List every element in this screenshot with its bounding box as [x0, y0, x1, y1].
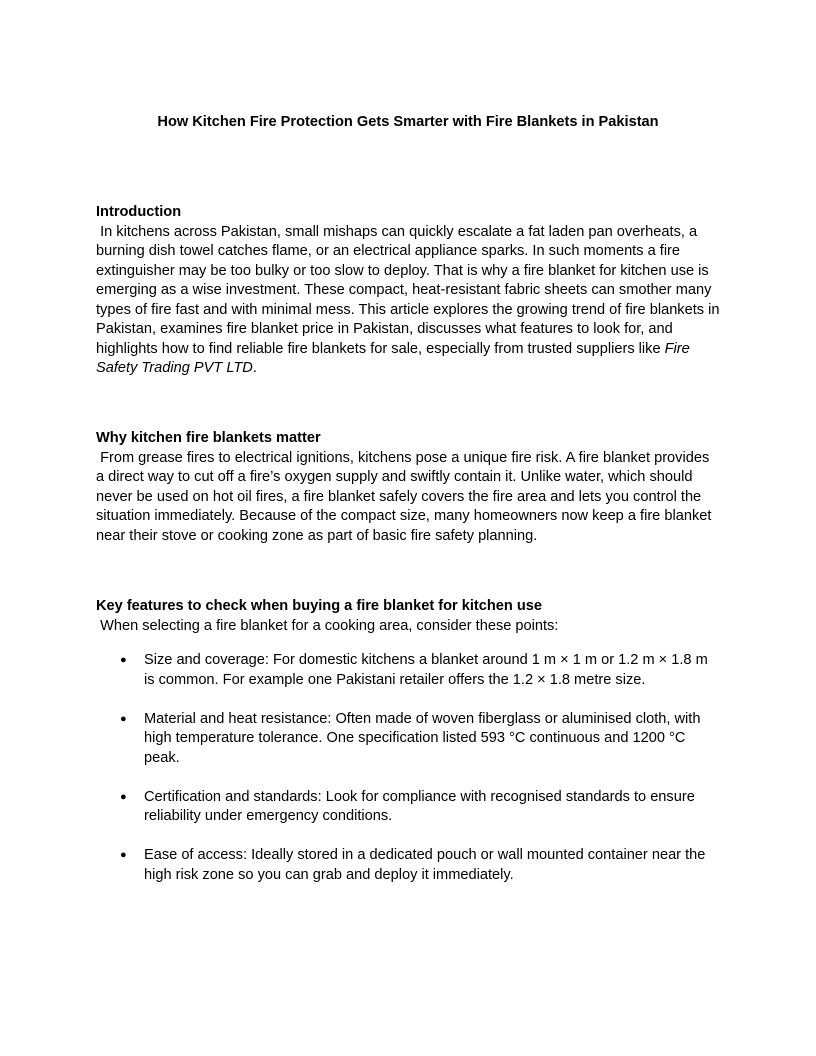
features-intro: When selecting a fire blanket for a cooking area, consider these points: — [96, 617, 559, 634]
why-heading: Why kitchen fire blankets matter — [96, 430, 321, 446]
introduction-text: In kitchens across Pakistan, small mishaps can quickly escalate a fat laden pan overheats, a burning dish towel catches flame, or an electrical appliance sparks. In such moments a fire extinguisher may be too bulky or too slow to deploy. That is why a fire blanket for kitchen use is emerging as a wise investment. These compact, heat-resistant fabric sheets can smother many types of fire fast and with minimal mess. This article explores the growing trend of fire blankets in Pakistan, examines fire blanket price in Pakistan, discusses what features to look for, and highlights how to find reliable fire blankets for sale, especially from trusted suppliers like — [96, 223, 724, 357]
bullet-icon: ● — [120, 849, 127, 861]
features-heading: Key features to check when buying a fire blanket for kitchen use — [96, 598, 543, 614]
list-item — [96, 710, 720, 769]
bullet-icon: ● — [120, 790, 127, 803]
list-item — [96, 651, 720, 690]
document-title: How Kitchen Fire Protection Gets Smarter with Fire Blankets in Pakistan — [157, 114, 659, 130]
introduction-section — [96, 203, 724, 379]
introduction-paragraph — [96, 223, 724, 379]
list-item — [96, 788, 720, 827]
list-item-text: Size and coverage: For domestic kitchens a blanket around 1 m × 1 m or 1.2 m × 1.8 m is common. For example one Pakistani retailer offers the 1.2 × 1.8 metre size. — [144, 652, 708, 688]
supplier-name: Fire Safety Trading PVT LTD — [96, 340, 694, 376]
list-item-text: Certification and standards: Look for compliance with recognised standards to ensure reliability under emergency conditions. — [144, 788, 695, 824]
why-paragraph: From grease fires to electrical ignitions, kitchens pose a unique fire risk. A fire blanket provides a direct way to cut off a fire’s oxygen supply and swiftly contain it. Unlike water, which should never be used on hot oil fires, a fire blanket safely covers the fire area and lets you control the situation immediately. Because of the compact size, many homeowners now keep a fire blanket near their stove or cooking zone as part of basic fire safety planning. — [96, 449, 716, 544]
list-item-text: Material and heat resistance: Often made of woven fiberglass or aluminised cloth, with high temperature tolerance. One specification listed 593 °C continuous and 1200 °C peak. — [144, 710, 701, 766]
introduction-heading: Introduction — [96, 204, 182, 220]
introduction-text-end: . — [252, 360, 257, 376]
bullet-icon: ● — [120, 654, 127, 666]
bullet-icon: ● — [120, 712, 127, 725]
list-item — [96, 846, 720, 885]
why-section — [96, 429, 720, 546]
features-section — [96, 597, 720, 636]
feature-list — [96, 651, 720, 905]
list-item-text: Ease of access: Ideally stored in a dedicated pouch or wall mounted container near the high risk zone so you can grab and deploy it immediately. — [144, 847, 706, 883]
